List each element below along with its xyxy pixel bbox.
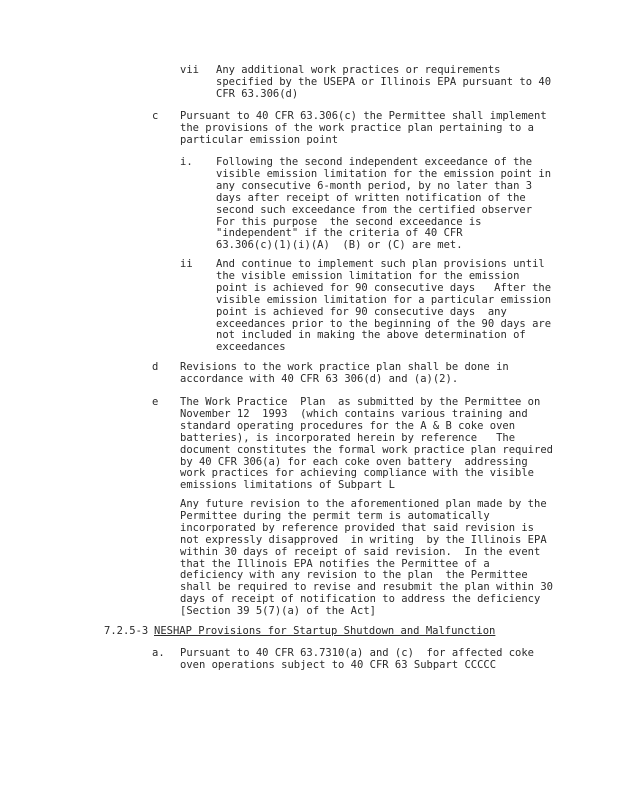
item-label-e: e bbox=[152, 396, 159, 408]
text-line: days of receipt of notification to address the deficiency bbox=[180, 593, 541, 606]
section-number: 7.2.5-3 bbox=[104, 625, 149, 637]
item-text-a bbox=[180, 648, 534, 672]
text-line: incorporated by reference provided that said revision is bbox=[180, 521, 535, 534]
text-line: document constitutes the formal work practice plan required bbox=[180, 443, 553, 456]
text-line: visible emission limitation for the emission point in bbox=[216, 167, 552, 180]
text-line: exceedances prior to the beginning of the 90 days are bbox=[216, 317, 552, 330]
text-line: second such exceedance from the certified observer bbox=[216, 203, 533, 216]
text-line: emissions limitations of Subpart L bbox=[180, 479, 395, 492]
text-line: accordance with 40 CFR 63 306(d) and (a)(2). bbox=[180, 372, 459, 385]
section-title: NESHAP Provisions for Startup Shutdown and Malfunction bbox=[154, 625, 496, 637]
text-line: by 40 CFR 306(a) for each coke oven battery addressing bbox=[180, 455, 528, 468]
item-text-i bbox=[216, 157, 551, 252]
text-line: "independent" if the criteria of 40 CFR bbox=[216, 227, 463, 240]
text-line: Any additional work practices or requirements bbox=[216, 64, 501, 76]
item-label-i: i. bbox=[180, 156, 193, 168]
text-line: the provisions of the work practice plan pertaining to a bbox=[180, 121, 535, 134]
text-line: oven operations subject to 40 CFR 63 Subpart CCCCC bbox=[180, 658, 497, 671]
text-line: Any future revision to the aforementioned plan made by the bbox=[180, 498, 547, 510]
item-label-c: c bbox=[152, 110, 159, 122]
text-line: November 12 1993 (which contains various training and bbox=[180, 407, 528, 420]
item-label-vii: vii bbox=[180, 64, 199, 76]
text-line: batteries), is incorporated herein by reference The bbox=[180, 431, 516, 444]
text-line: Revisions to the work practice plan shall be done in bbox=[180, 361, 509, 373]
item-label-d: d bbox=[152, 361, 159, 373]
text-line: point is achieved for 90 consecutive days After the bbox=[216, 281, 552, 294]
text-line: visible emission limitation for a particular emission bbox=[216, 293, 552, 306]
text-line: exceedances bbox=[216, 341, 286, 354]
text-line: that the Illinois EPA notifies the Permittee of a bbox=[180, 557, 490, 570]
text-line: And continue to implement such plan provisions until bbox=[216, 258, 545, 270]
text-line: particular emission point bbox=[180, 133, 339, 146]
text-line: 63.306(c)(1)(i)(A) (B) or (C) are met. bbox=[216, 239, 463, 252]
text-line: For this purpose the second exceedance is bbox=[216, 215, 482, 228]
item-text-d bbox=[180, 362, 509, 386]
item-text-ii bbox=[216, 259, 551, 354]
text-line: Pursuant to 40 CFR 63.306(c) the Permittee shall implement bbox=[180, 110, 547, 122]
continuation-paragraph bbox=[180, 499, 553, 618]
text-line: not expressly disapproved in writing by the Illinois EPA bbox=[180, 533, 547, 546]
text-line: within 30 days of receipt of said revision. In the event bbox=[180, 545, 541, 558]
text-line: standard operating procedures for the A & B coke oven bbox=[180, 419, 516, 432]
text-line: specified by the USEPA or Illinois EPA pursuant to 40 bbox=[216, 75, 552, 88]
text-line: work practices for achieving compliance with the visible bbox=[180, 467, 535, 480]
text-line: the visible emission limitation for the emission bbox=[216, 269, 520, 282]
item-label-a: a. bbox=[152, 647, 165, 659]
item-text-c bbox=[180, 111, 547, 147]
text-line: point is achieved for 90 consecutive days any bbox=[216, 305, 507, 318]
item-text-e bbox=[180, 397, 553, 492]
text-line: days after receipt of written notification of the bbox=[216, 191, 526, 204]
text-line: shall be required to revise and resubmit the plan within 30 bbox=[180, 581, 553, 594]
item-text-vii bbox=[216, 65, 551, 101]
text-line: CFR 63.306(d) bbox=[216, 87, 299, 100]
text-line: any consecutive 6-month period, by no later than 3 bbox=[216, 179, 533, 192]
text-line: not included in making the above determination of bbox=[216, 329, 526, 342]
text-line: Permittee during the permit term is automatically bbox=[180, 509, 490, 522]
text-line: deficiency with any revision to the plan the Permittee bbox=[180, 569, 528, 582]
text-line: [Section 39 5(7)(a) of the Act] bbox=[180, 605, 376, 618]
item-label-ii: ii bbox=[180, 258, 193, 270]
text-line: The Work Practice Plan as submitted by the Permittee on bbox=[180, 396, 541, 408]
text-line: Pursuant to 40 CFR 63.7310(a) and (c) for affected coke bbox=[180, 647, 535, 659]
text-line: Following the second independent exceedance of the bbox=[216, 156, 533, 168]
